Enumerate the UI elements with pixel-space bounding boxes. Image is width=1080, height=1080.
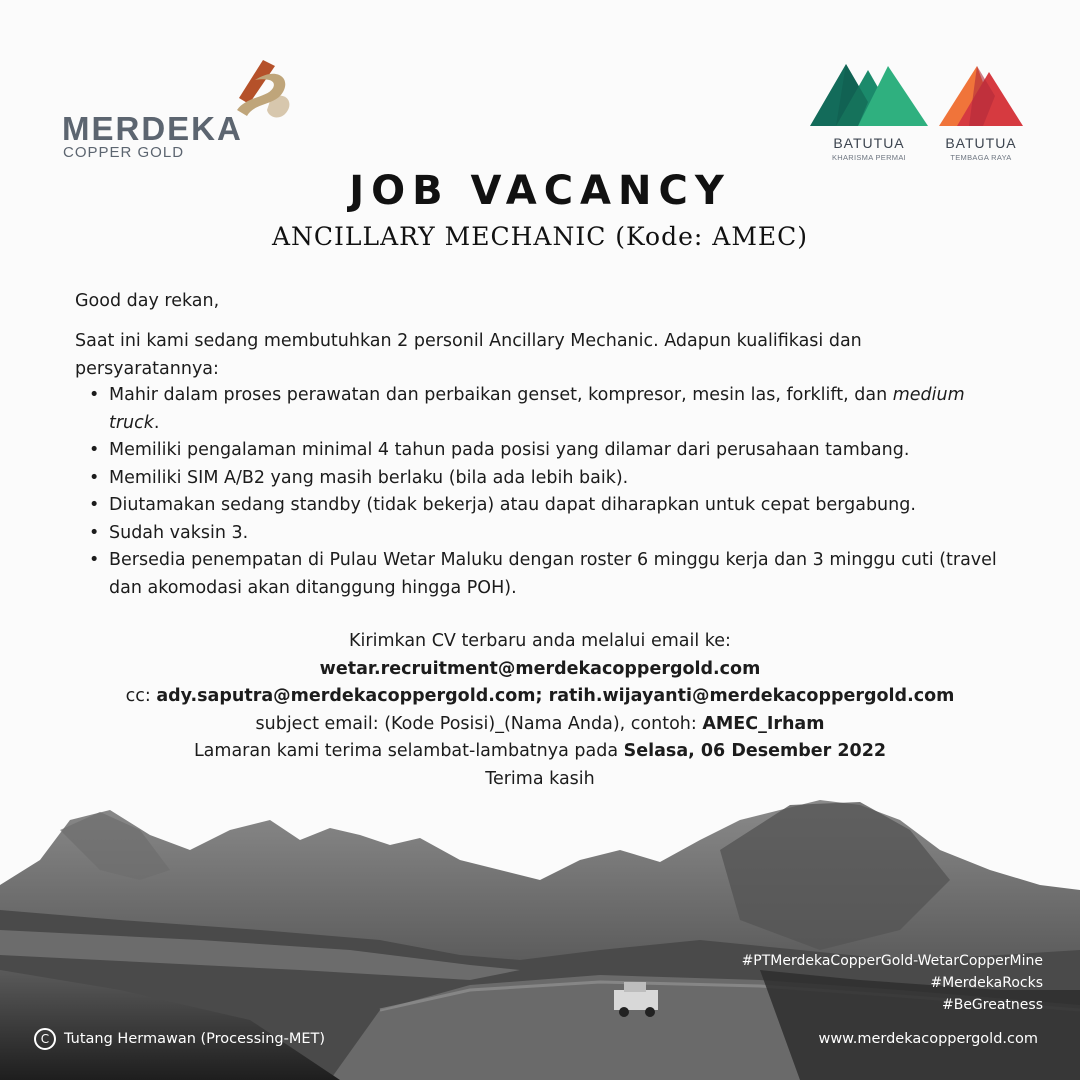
requirement-item: • Memiliki pengalaman minimal 4 tahun pada posisi yang dilamar dari perusahaan tambang.	[75, 437, 1015, 465]
hashtag[interactable]: #MerdekaRocks	[930, 975, 1043, 991]
batutua-kharisma-mountain-icon	[810, 62, 928, 126]
batutua-tembaga-name: BATUTUA	[945, 135, 1017, 151]
position-subtitle: ANCILLARY MECHANIC (Kode: AMEC)	[271, 222, 809, 251]
cc-line: cc: ady.saputra@merdekacoppergold.com; ratih.wijayanti@merdekacoppergold.com	[125, 686, 955, 706]
batutua-tembaga-mountain-icon	[939, 62, 1023, 126]
copyright-icon: C	[34, 1028, 56, 1050]
recruitment-email[interactable]: wetar.recruitment@merdekacoppergold.com	[319, 658, 761, 679]
credit-text: Tutang Hermawan (Processing-MET)	[64, 1031, 326, 1047]
deadline-line: Lamaran kami terima selambat-lambatnya pada Selasa, 06 Desember 2022	[193, 741, 887, 761]
contact-section	[0, 628, 1080, 793]
subject-example: AMEC_Irham	[702, 713, 825, 734]
requirements-list	[75, 382, 1015, 602]
closing-text: Terima kasih	[485, 768, 595, 789]
hashtag[interactable]: #BeGreatness	[941, 997, 1043, 1013]
requirement-item: • Diutamakan sedang standby (tidak bekerja) atau dapat diharapkan untuk cepat bergabung.	[75, 492, 1015, 520]
batutua-kharisma-sub: KHARISMA PERMAI	[831, 153, 907, 162]
requirement-item: • Mahir dalam proses perawatan dan perbaikan genset, kompresor, mesin las, forklift, dan medium truck.	[75, 382, 1015, 437]
intro-paragraph: Saat ini kami sedang membutuhkan 2 personil Ancillary Mechanic. Adapun kualifikasi dan persyaratannya:	[75, 331, 862, 379]
photo-credit	[34, 1028, 325, 1050]
deadline-date: Selasa, 06 Desember 2022	[623, 741, 887, 761]
requirement-item: • Memiliki SIM A/B2 yang masih berlaku (bila ada lebih baik).	[75, 465, 1015, 493]
requirement-item: • Sudah vaksin 3.	[75, 520, 1015, 548]
batutua-kharisma-name: BATUTUA	[833, 135, 905, 151]
greeting-text: Good day rekan,	[75, 291, 220, 311]
hashtags	[742, 950, 1043, 1016]
cc-emails[interactable]: ady.saputra@merdekacoppergold.com; ratih.wijayanti@merdekacoppergold.com	[156, 686, 955, 706]
requirement-item: • Bersedia penempatan di Pulau Wetar Maluku dengan roster 6 minggu kerja dan 3 minggu cuti (travel dan akomodasi akan ditanggung hingga POH).	[75, 547, 1015, 602]
contact-instruction: Kirimkan CV terbaru anda melalui email ke:	[349, 631, 731, 651]
merdeka-wordmark: MERDEKA	[62, 110, 243, 147]
website-link[interactable]: www.merdekacoppergold.com	[818, 1031, 1038, 1047]
hashtag[interactable]: #PTMerdekaCopperGold-WetarCopperMine	[741, 953, 1043, 969]
merdeka-tagline: COPPER GOLD	[63, 144, 185, 161]
page-title: JOB VACANCY	[349, 168, 731, 214]
subject-line: subject email: (Kode Posisi)_(Nama Anda), contoh: AMEC_Irham	[255, 713, 825, 734]
batutua-tembaga-sub: TEMBAGA RAYA	[950, 153, 1012, 162]
batutua-logos	[805, 58, 1030, 168]
merdeka-logo	[60, 58, 300, 168]
